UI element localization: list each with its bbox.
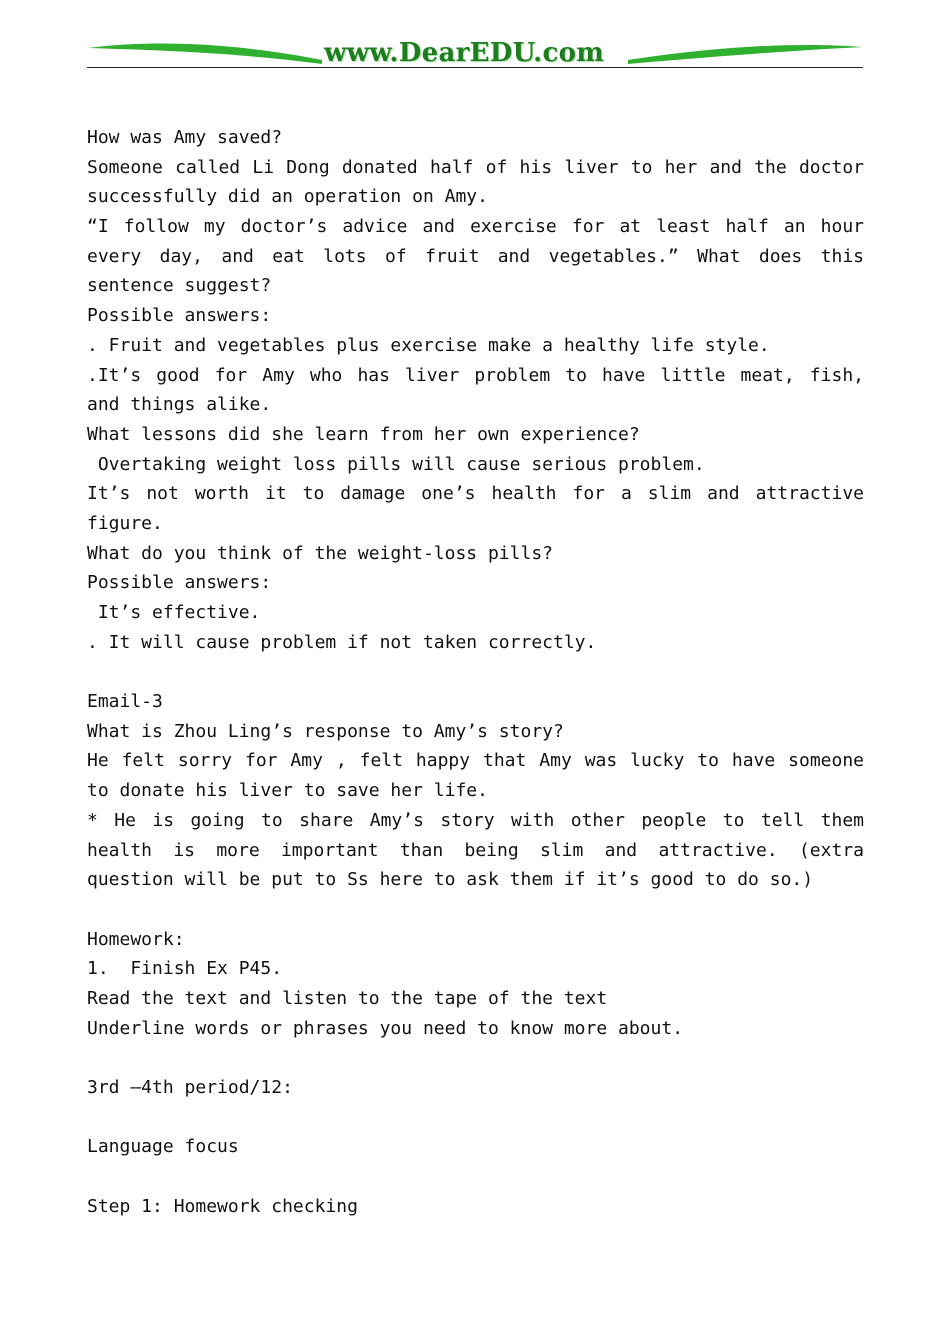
blank-line [87, 1043, 864, 1073]
text-line: to donate his liver to save her life. [87, 780, 488, 802]
blank-line [87, 1162, 864, 1192]
text-line: health is more important than being slim and attractive. (extra [87, 839, 864, 861]
page-header [0, 0, 950, 80]
document-body [87, 123, 864, 1221]
text-line: What lessons did she learn from her own experience? [87, 423, 640, 445]
section-heading: Step 1: Homework checking [87, 1195, 358, 1217]
text-line: How was Amy saved? [87, 127, 283, 148]
text-line: What do you think of the weight-loss pills? [87, 542, 553, 564]
text-line: 1. Finish Ex P45. [87, 958, 283, 980]
text-line: figure. [87, 512, 163, 534]
text-line: * He is going to share Amy’s story with other people to tell them [87, 809, 864, 831]
text-line: It’s effective. [87, 602, 261, 623]
text-line: every day, and eat lots of fruit and vegetables.” What does this [87, 245, 864, 267]
header-divider [87, 67, 863, 68]
blank-line [87, 1103, 864, 1133]
section-heading: Homework: [87, 928, 185, 950]
text-line: . It will cause problem if not taken correctly. [87, 631, 597, 653]
text-line: He felt sorry for Amy , felt happy that Amy was lucky to have someone [87, 750, 864, 772]
text-line: successfully did an operation on Amy. [87, 186, 488, 208]
text-line: Possible answers: [87, 305, 272, 327]
section-heading: 3rd –4th period/12: [87, 1077, 293, 1098]
text-line: Possible answers: [87, 572, 272, 594]
text-line: What is Zhou Ling’s response to Amy’s story? [87, 720, 564, 742]
text-line: question will be put to Ss here to ask them if it’s good to do so.) [87, 869, 814, 891]
section-heading: Language focus [87, 1136, 239, 1158]
section-heading: Email-3 [87, 691, 163, 713]
text-line: and things alike. [87, 394, 272, 416]
text-line: “I follow my doctor’s advice and exercise for at least half an hour [87, 216, 864, 238]
text-line: sentence suggest? [87, 275, 272, 297]
text-line: Overtaking weight loss pills will cause serious problem. [87, 453, 705, 475]
site-title: www.DearEDU.com [324, 38, 605, 68]
text-line: .It’s good for Amy who has liver problem to have little meat, fish, [87, 364, 864, 386]
blank-line [87, 895, 864, 925]
text-line: It’s not worth it to damage one’s health for a slim and attractive [87, 483, 864, 505]
text-line: . Fruit and vegetables plus exercise make a healthy life style. [87, 334, 770, 356]
text-line: Read the text and listen to the tape of the text [87, 987, 608, 1009]
text-line: Someone called Li Dong donated half of his liver to her and the doctor [87, 156, 864, 178]
blank-line [87, 657, 864, 687]
text-line: Underline words or phrases you need to know more about. [87, 1017, 684, 1039]
